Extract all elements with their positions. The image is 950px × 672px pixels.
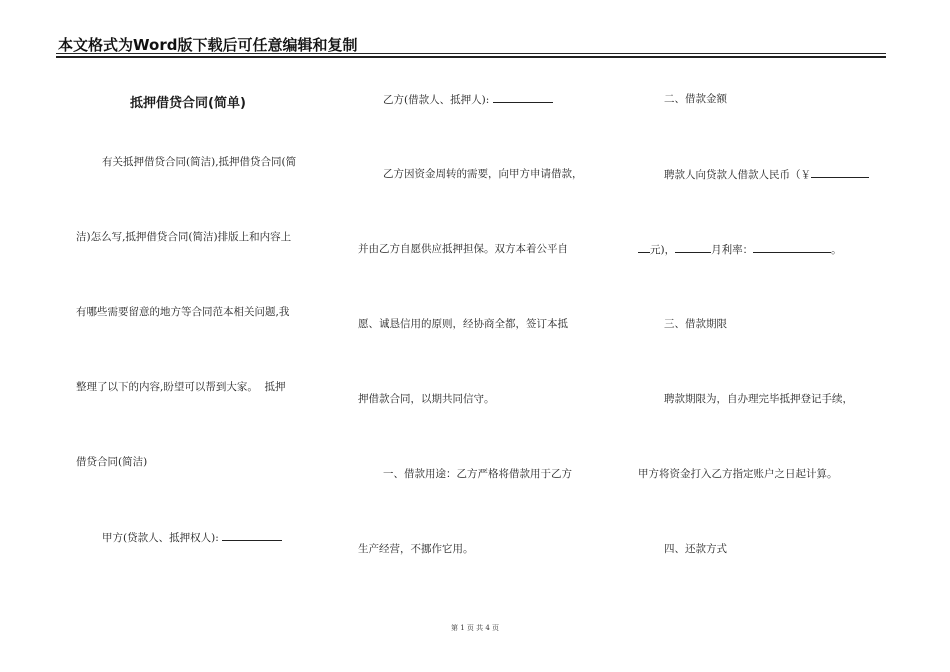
col2-line-7: 生产经营，不挪作它用。 xyxy=(358,543,474,555)
col2-line-1 xyxy=(383,92,553,107)
col1-line-2: 洁)怎么写,抵押借贷合同(简洁)排版上和内容上 xyxy=(76,231,292,243)
col1-line-3: 有哪些需要留意的地方等合同范本相关问题,我 xyxy=(76,306,290,318)
document-title: 抵押借贷合同(简单) xyxy=(130,96,246,111)
col2-line-6: 一、借款用途：乙方严格将借款用于乙方 xyxy=(383,468,572,480)
rate-prefix-blank xyxy=(675,242,711,253)
col3-line-6: 甲方将资金打入乙方指定账户之日起计算。 xyxy=(638,468,838,480)
col3-line-5: 聘款期限为，自办理完毕抵押登记手续， xyxy=(664,393,853,405)
page-number: 第 1 页 共 4 页 xyxy=(450,624,500,632)
borrower-label: 乙方(借款人、抵押人): xyxy=(383,94,490,106)
col3-line-3 xyxy=(638,242,842,257)
col1-line-4: 整理了以下的内容,盼望可以帮到大家。 抵押 xyxy=(76,381,286,393)
col1-line-6 xyxy=(102,530,282,545)
col1-line-5: 借贷合同(简洁) xyxy=(76,456,148,468)
monthly-rate-blank xyxy=(753,242,831,253)
loan-amount-blank xyxy=(811,167,869,178)
monthly-rate-label: 月利率： xyxy=(711,244,754,256)
col1-line-1: 有关抵押借贷合同(简洁),抵押借贷合同(简 xyxy=(102,156,297,168)
header-rule-thin xyxy=(56,53,886,54)
yuan-label: 元)， xyxy=(650,244,676,256)
col3-line-7: 四、还款方式 xyxy=(664,543,727,555)
col2-line-4: 愿、诚恳信用的原则，经协商全都，签订本抵 xyxy=(358,318,568,330)
col3-line-2 xyxy=(664,167,869,182)
lender-blank xyxy=(222,530,282,541)
loan-amount-label: 聘款人向贷款人借款人民币（￥ xyxy=(664,169,811,181)
document-header: 本文格式为Word版下载后可任意编辑和复制 xyxy=(58,36,358,54)
header-rule-thick xyxy=(56,56,886,58)
period-mark: 。 xyxy=(831,244,842,256)
col3-line-1: 二、借款金额 xyxy=(664,93,727,105)
borrower-blank xyxy=(493,92,553,103)
lender-label: 甲方(贷款人、抵押权人): xyxy=(102,532,219,544)
col2-line-3: 并由乙方自愿供应抵押担保。双方本着公平自 xyxy=(358,243,568,255)
col3-line-4: 三、借款期限 xyxy=(664,318,727,330)
col2-line-5: 押借款合同，以期共同信守。 xyxy=(358,393,495,405)
amount-tail-blank xyxy=(638,242,650,253)
col2-line-2: 乙方因资金周转的需要，向甲方申请借款， xyxy=(383,168,583,180)
